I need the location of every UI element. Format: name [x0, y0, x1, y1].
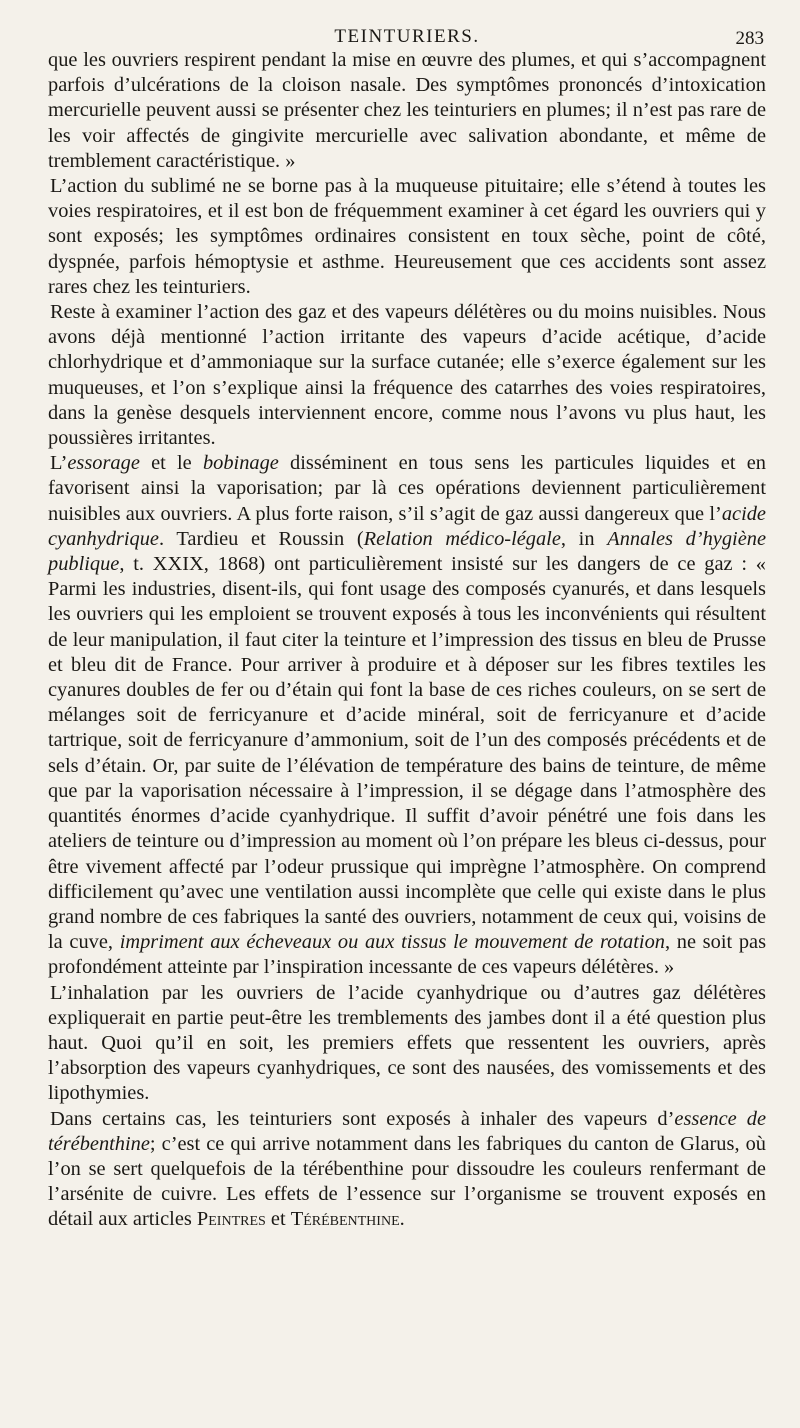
paragraph-2: [48, 174, 766, 300]
citation-title: Relation médico-légale: [363, 527, 561, 550]
scan-edge-marks: [30, 1400, 770, 1410]
text-run: ; c’est ce qui arrive notamment dans les fabriques du canton de Glarus, où l’on se sert quelquefois de la térébenthine pour dissoudre les couleurs renfermant de l’arsénite de cuivre. Les effets de l’essence sur l’organisme se trouvent exposés en détail aux articles: [48, 1132, 766, 1231]
italic-term: essence de térébenthine: [48, 1107, 766, 1155]
paragraph-3: [48, 300, 766, 451]
text-run: que les ouvriers respirent pendant la mise en œuvre des plumes, et qui s’accompagnent parfois d’ulcérations de la cloison nasale. Des symptômes prononcés d’intoxication mercurielle peuvent aussi se présenter chez les teinturiers en plumes; il n’est pas rare de les voir affectés de gingivite mercurielle avec salivation abondante, et même de tremblement caractéristique. »: [48, 49, 766, 172]
text-run: Dans certains cas, les teinturiers sont exposés à inhaler des vapeurs d’: [50, 1107, 675, 1130]
text-run: L’inhalation par les ouvriers de l’acide cyanhydrique ou d’autres gaz délétères expliquerait en partie peut-être les tremblements des jambes dont il a été question plus haut. Quoi qu’il en soit, les premiers effets que ressentent les ouvriers, après l’absorption des vapeurs cyanhydriques, ce sont des nausées, des vomissements et des lipothymies.: [48, 981, 766, 1105]
italic-phrase: impriment aux écheveaux ou aux tissus le mouvement de rotation: [119, 931, 665, 954]
text-run: .: [399, 1208, 405, 1231]
text-run: L’action du sublimé ne se borne pas à la muqueuse pituitaire; elle s’étend à toutes les voies respiratoires, et il est bon de fréquemment examiner à cet égard les ouvriers qui y sont exposés; les symptômes ordinaires consistent en toux sèche, point de côté, dyspnée, parfois hémoptysie et asthme. Heureusement que ces accidents sont assez rares chez les teinturiers.: [48, 175, 766, 298]
text-run: et: [265, 1208, 291, 1231]
cross-reference: Peintres: [196, 1208, 266, 1231]
paragraph-5: [48, 981, 766, 1107]
italic-term: acide cyanhydrique: [48, 502, 766, 550]
page-number: 283: [735, 28, 764, 49]
italic-term: essorage: [67, 452, 140, 475]
text-run: disséminent en tous sens les particules liquides et en favorisent ainsi la vaporisation; par là ces opérations deviennent particulièrement nuisibles aux ouvriers. A plus forte raison, s’il s’agit de gaz aussi dangereux que l’: [48, 452, 766, 525]
text-run: . Tardieu et Roussin (: [158, 527, 364, 550]
text-run: , ne soit pas profondément atteinte par l’inspiration incessante de ces vapeurs délétères. »: [48, 931, 767, 979]
paragraph-1: [48, 48, 766, 174]
text-run: et le: [139, 452, 203, 475]
body-text: [48, 48, 766, 1233]
text-run: , in: [560, 527, 608, 550]
text-run: L’: [50, 452, 68, 475]
italic-term: bobinage: [202, 452, 279, 475]
cross-reference: Térébenthine: [290, 1208, 400, 1231]
paragraph-4: [48, 451, 766, 980]
citation-journal: Annales d’hygiène publique: [48, 527, 766, 576]
running-title: TEINTURIERS.: [334, 26, 480, 47]
text-run: , t. XXIX, 1868) ont particulièrement insisté sur les dangers de ce gaz : « Parmi les industries, disent-ils, qui font usage des composés cyanurés, et dans lesquels les ouvriers qui les emploient se trouvent exposés à tous les inconvénients qui résultent de leur manipulation, il faut citer la teinture et l’impression des tissus en bleu de Prusse et bleu dit de France. Pour arriver à produire et à déposer sur les fibres textiles les cyanures doubles de fer ou d’étain qui font la base de ces riches couleurs, on se sert de mélanges soit de ferricyanure et d’acide minéral, soit de ferricyanure et d’acide tartrique, soit de ferricyanure d’ammonium, soit de l’un des composés précédents et de sels d’étain. Or, par suite de l’élévation de température des bains de teinture, de même que par la vaporisation nécessaire à l’impression, il se dégage dans l’atmosphère des quantités énormes d’acide cyanhydrique. Il suffit d’avoir pénétré une fois dans les ateliers de teinture ou d’impression au moment où l’on prépare les bleus ci-dessus, pour être vivement affecté par l’odeur prussique qui imprègne l’atmosphère. On comprend difficilement qu’avec une ventilation aussi incomplète que celle qui existe dans le plus grand nombre de ces fabriques la santé des ouvriers, notamment de ceux qui, voisins de la cuve,: [48, 553, 766, 954]
text-run: Reste à examiner l’action des gaz et des vapeurs délétères ou du moins nuisibles. Nous avons déjà mentionné l’action irritante des vapeurs d’acide acétique, d’acide chlorhydrique et d’ammoniaque sur la surface cutanée; elle s’exerce également sur les muqueuses, et l’on s’explique ainsi la fréquence des catarrhes des voies respiratoires, dans la genèse desquels interviennent encore, comme nous l’avons vu plus haut, les poussières irritantes.: [48, 301, 766, 450]
paragraph-6: [48, 1107, 766, 1233]
